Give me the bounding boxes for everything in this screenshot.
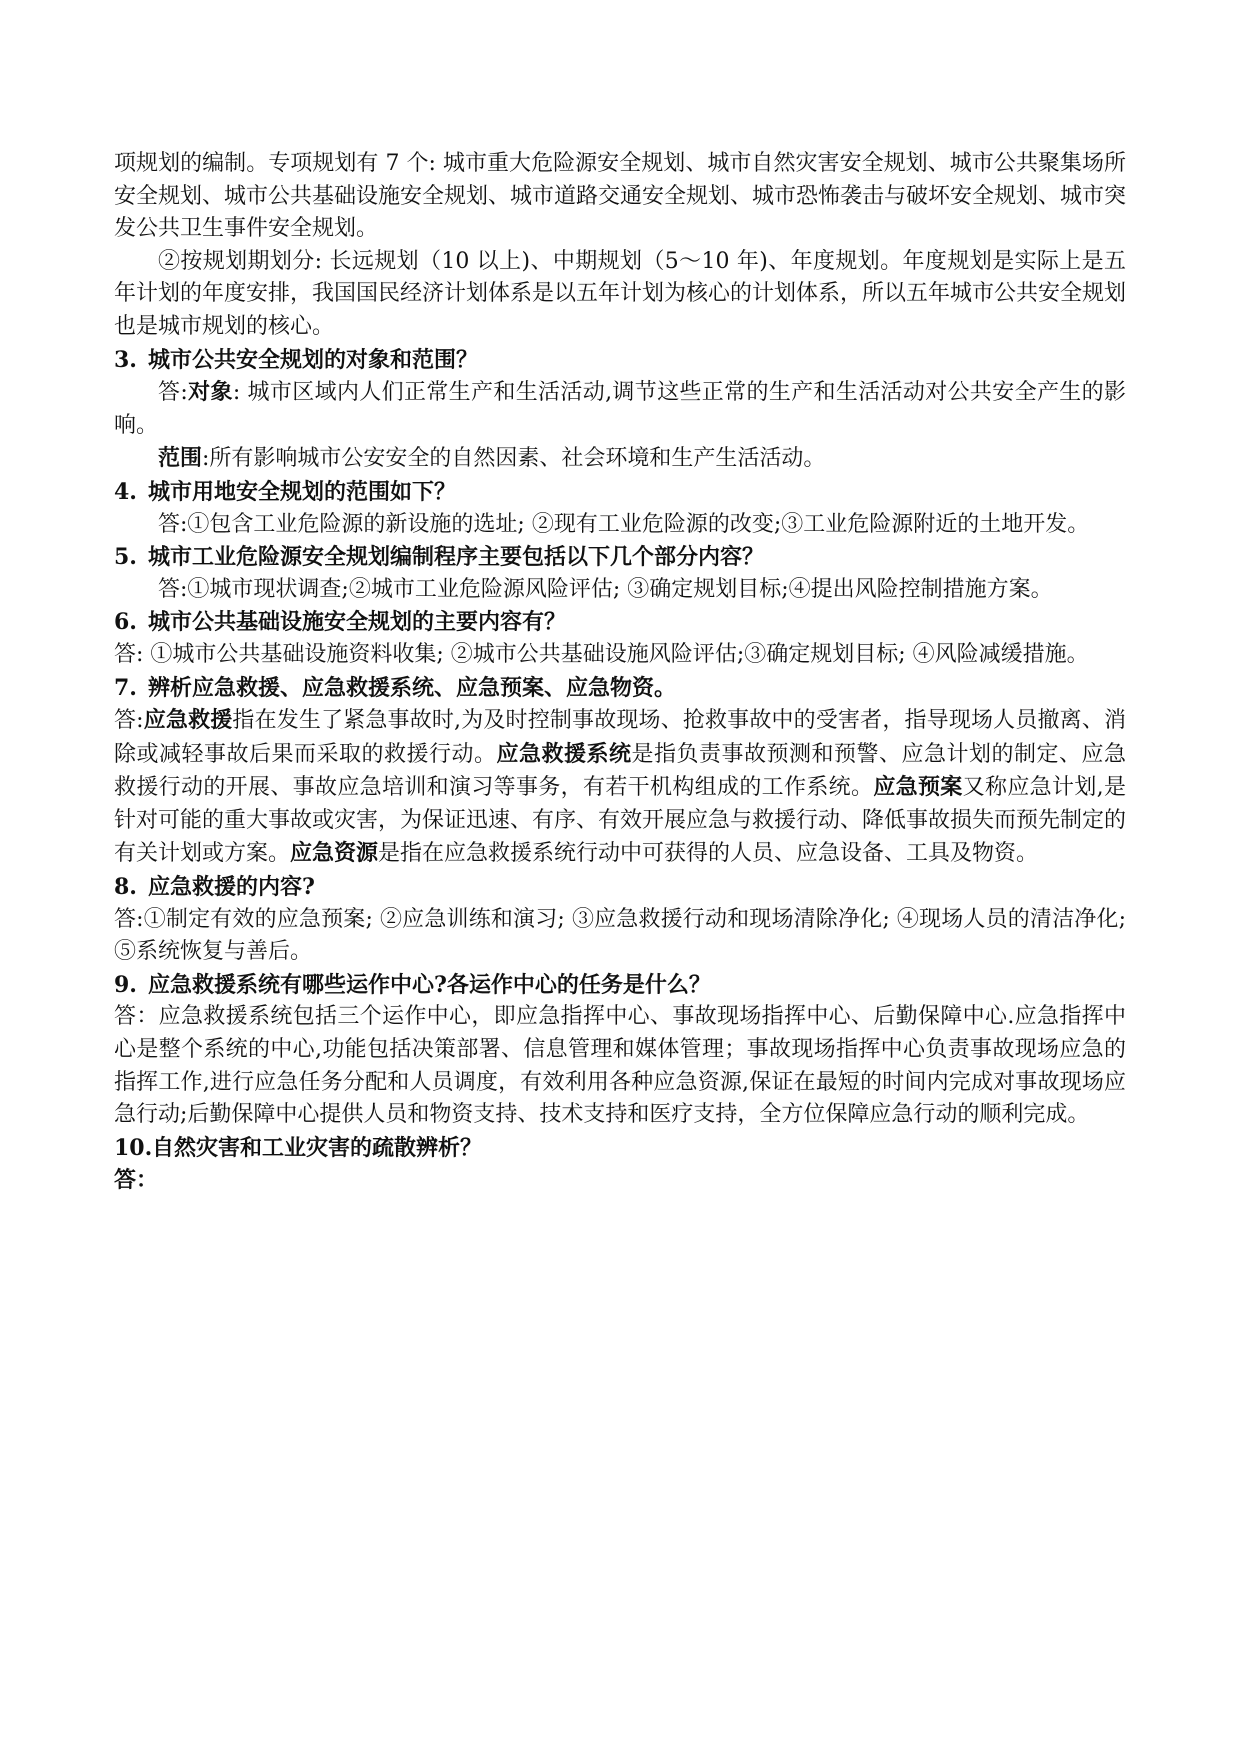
question-6-title: 城市公共基础设施安全规划的主要内容有？ [148, 609, 567, 636]
question-3-answer-object [114, 376, 1126, 442]
question-5-heading [114, 541, 1126, 574]
term-emergency-rescue-system: 应急救援系统 [496, 740, 632, 767]
term-object: 对象 [187, 379, 233, 406]
question-3-heading [114, 344, 1126, 377]
question-5-answer: 答:①城市现状调查;②城市工业危险源风险评估; ③确定规划目标;④提出风险控制措施方案。 [158, 576, 1053, 602]
question-4-heading [114, 476, 1126, 509]
emergency-rescue-system-text: 是指负责事故预测和预警、应急计划的制定、应急救援行动的开展、事故应急培训和演习等事务，有若干机构组成的工作系统。 [114, 741, 1126, 801]
question-8-heading [114, 871, 1126, 904]
question-6-answer: 答: ①城市公共基础设施资料收集; ②城市公共基础设施风险评估;③确定规划目标; ④风险减缓措施。 [114, 641, 1089, 667]
question-7-title: 辨析应急救援、应急救援系统、应急预案、应急物资。 [148, 674, 677, 701]
question-8-number: 8. [114, 874, 137, 901]
question-7-heading [114, 672, 1126, 705]
question-5-title: 城市工业危险源安全规划编制程序主要包括以下几个部分内容？ [148, 544, 765, 571]
term-emergency-plan: 应急预案 [873, 774, 963, 801]
emergency-rescue-text: 指在发生了紧急事故时,为及时控制事故现场、抢救事故中的受害者，指导现场人员撤离、消除或减轻事故后果而采取的救援行动。 [114, 708, 1126, 767]
question-9-title: 应急救援系统有哪些运作中心?各运作中心的任务是什么？ [148, 971, 711, 998]
question-8-answer: 答:①制定有效的应急预案; ②应急训练和演习; ③应急救援行动和现场清除净化; ④现场人员的清洁净化;⑤系统恢复与善后。 [114, 906, 1126, 965]
question-8-title: 应急救援的内容? [148, 874, 315, 901]
question-10-answer: 答： [114, 1167, 159, 1194]
question-6-number: 6. [114, 609, 137, 636]
question-3-title: 城市公共安全规划的对象和范围？ [148, 346, 479, 373]
term-scope: 范围 [158, 445, 203, 472]
question-10-heading [114, 1132, 1126, 1165]
question-3-number: 3. [114, 346, 137, 373]
question-5-number: 5. [114, 544, 137, 571]
intro-paragraph-1: 项规划的编制。专项规划有 7 个: 城市重大危险源安全规划、城市自然灾害安全规划、城市公共聚集场所安全规划、城市公共基础设施安全规划、城市道路交通安全规划、城市恐怖袭击与破坏安全规划、城市突发公共卫生事件安全规划。 [114, 151, 1127, 242]
intro-paragraph-2: ②按规划期划分: 长远规划（10 以上)、中期规划（5～10 年)、年度规划。年度规划是实际上是五年计划的年度安排，我国国民经济计划体系是以五年计划为核心的计划体系，所以五年城市公共安全规划也是城市规划的核心。 [114, 248, 1127, 339]
question-9-heading [114, 969, 1126, 1002]
question-6-heading [114, 606, 1126, 639]
document-page [114, 148, 1126, 1197]
object-text: : 城市区域内人们正常生产和生活活动,调节这些正常的生产和生活活动对公共安全产生的影响。 [114, 380, 1126, 438]
term-emergency-resources: 应急资源 [290, 840, 379, 867]
emergency-plan-text: 又称应急计划,是针对可能的重大事故或灾害，为保证迅速、有序、有效开展应急与救援行动、降低事故损失而预先制定的有关计划或方案。 [114, 775, 1127, 867]
question-4-number: 4. [114, 478, 137, 505]
answer-prefix: 答: [158, 380, 188, 406]
question-7-number: 7. [114, 674, 137, 701]
question-10-title: 自然灾害和工业灾害的疏散辨析？ [152, 1134, 483, 1161]
question-7-answer [114, 704, 1126, 871]
term-emergency-rescue: 应急救援 [143, 707, 233, 734]
question-9-number: 9. [114, 971, 137, 998]
emergency-resources-text: 是指在应急救援系统行动中可获得的人员、应急设备、工具及物资。 [378, 841, 1039, 867]
answer-prefix: 答: [114, 708, 144, 734]
scope-text: :所有影响城市公安安全的自然因素、社会环境和生产生活活动。 [202, 446, 826, 472]
question-3-answer-scope [114, 442, 1126, 476]
question-10-number: 10. [114, 1134, 153, 1161]
question-4-title: 城市用地安全规划的范围如下？ [148, 478, 457, 505]
question-9-answer: 答：应急救援系统包括三个运作中心，即应急指挥中心、事故现场指挥中心、后勤保障中心.应急指挥中心是整个系统的中心,功能包括决策部署、信息管理和媒体管理；事故现场指挥中心负责事故现场应急的指挥工作,进行应急任务分配和人员调度，有效利用各种应急资源,保证在最短的时间内完成对事故现场应急行动;后勤保障中心提供人员和物资支持、技术支持和医疗支持，全方位保障应急行动的顺利完成。 [114, 1004, 1126, 1128]
question-4-answer: 答:①包含工业危险源的新设施的选址; ②现有工业危险源的改变;③工业危险源附近的土地开发。 [158, 511, 1090, 537]
